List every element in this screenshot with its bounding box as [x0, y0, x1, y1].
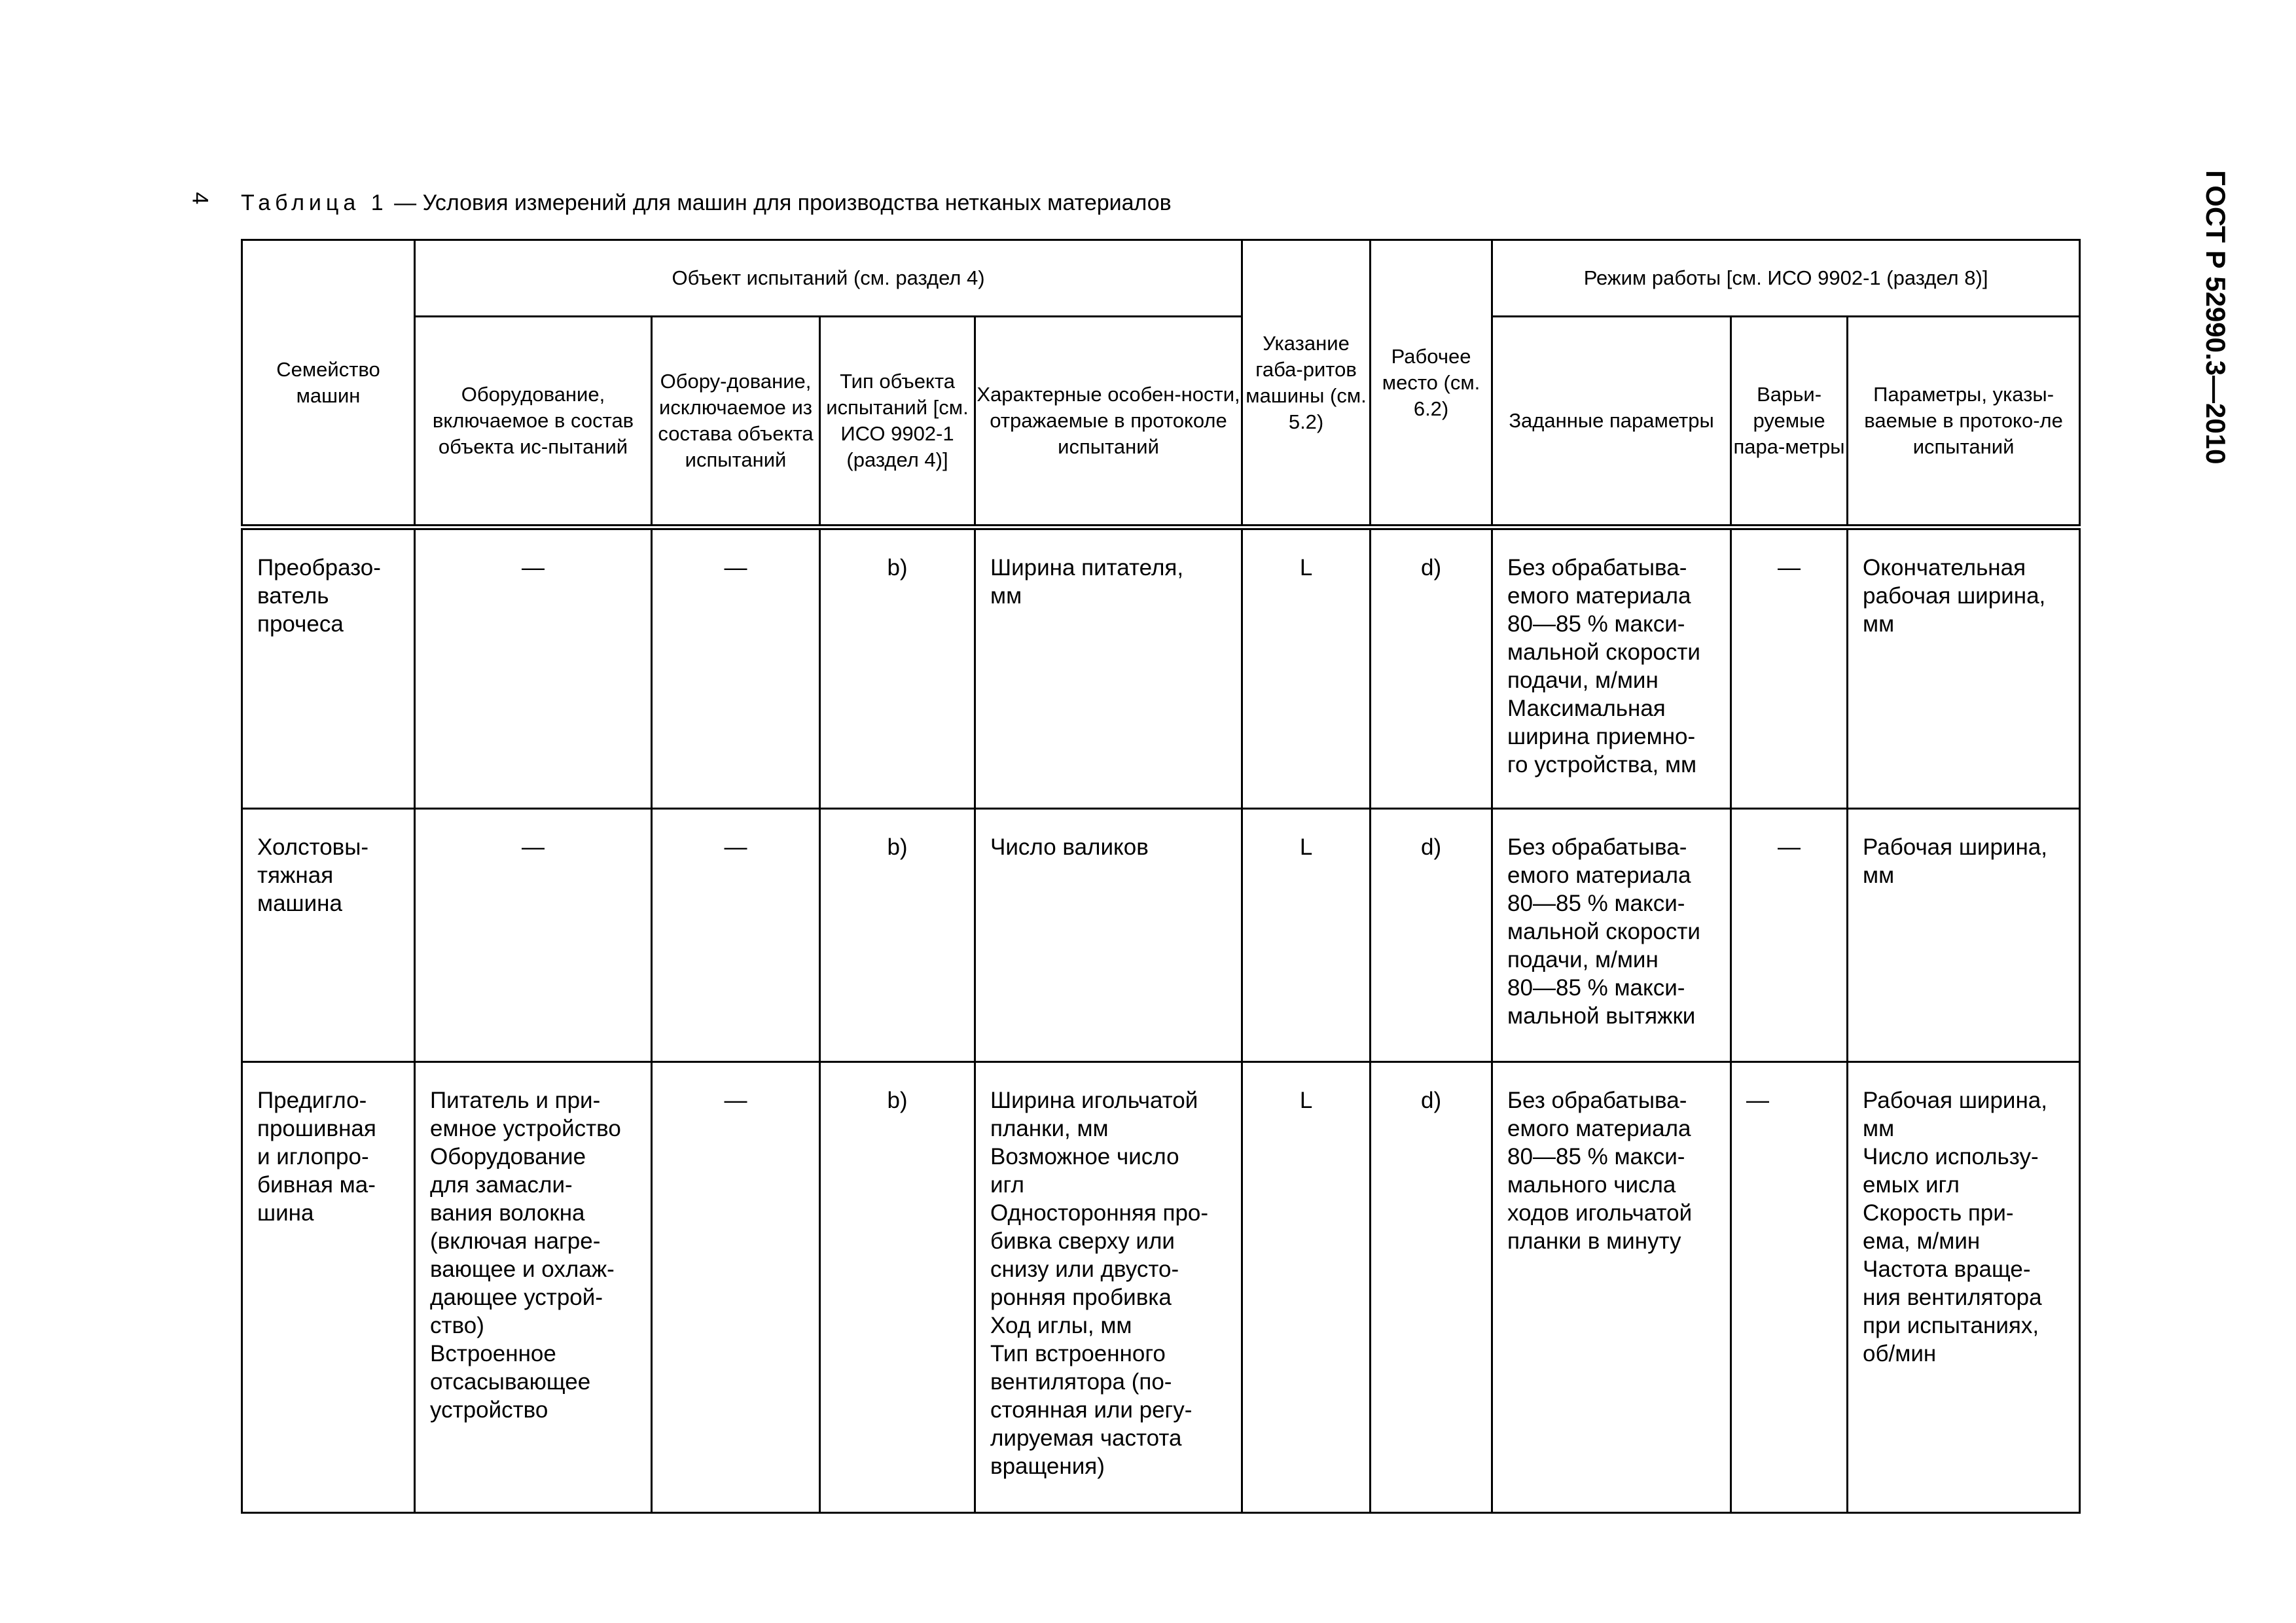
cell-line: Ширина игольчатой [990, 1088, 1198, 1113]
table-caption [241, 190, 1172, 216]
cell-line: Частота враще- [1863, 1257, 2031, 1282]
cell-line: игл [990, 1172, 1024, 1198]
cell-line: мальной скорости [1507, 639, 1700, 665]
cell-line: тяжная [257, 863, 334, 888]
cell-line: 80—85 % макси- [1507, 891, 1685, 916]
cell-report-params [1848, 527, 2080, 809]
cell-line: вания волокна [430, 1200, 585, 1226]
cell-line: Число валиков [990, 834, 1149, 860]
cell-report-params [1848, 809, 2080, 1062]
header-report-params: Параметры, указы-ваемые в протоко-ле испытаний [1848, 317, 2080, 527]
cell-line: подачи, м/мин [1507, 947, 1659, 972]
cell-line: го устройства, мм [1507, 752, 1697, 777]
cell-line: Окончательная [1863, 555, 2026, 580]
cell-family [242, 527, 415, 809]
cell-line: Холстовы- [257, 834, 369, 860]
standard-id: ГОСТ Р 52990.3—2010 [2200, 170, 2231, 465]
cell-excluded: — [652, 527, 820, 809]
cell-line: вращения) [990, 1454, 1105, 1479]
cell-features [975, 527, 1242, 809]
cell-features [975, 809, 1242, 1062]
cell-included [415, 1062, 652, 1513]
cell-object-type: b) [820, 527, 975, 809]
cell-line: мальной вытяжки [1507, 1003, 1696, 1029]
cell-line: мм [1863, 611, 1895, 637]
cell-line: ство) [430, 1313, 484, 1338]
cell-line: ходов игольчатой [1507, 1200, 1693, 1226]
cell-line: Оборудование [430, 1144, 586, 1169]
cell-line: для замасли- [430, 1172, 573, 1198]
cell-line: шина [257, 1200, 314, 1226]
cell-line: Рабочая ширина, [1863, 834, 2047, 860]
cell-excluded: — [652, 809, 820, 1062]
cell-varied-params: — [1731, 527, 1848, 809]
cell-workplace: d) [1371, 1062, 1492, 1513]
cell-line: емого материала [1507, 863, 1691, 888]
cell-family [242, 1062, 415, 1513]
cell-line: бивная ма- [257, 1172, 376, 1198]
cell-line: устройство [430, 1397, 548, 1423]
cell-line: вентилятора (по- [990, 1369, 1172, 1395]
cell-line: Без обрабатыва- [1507, 555, 1687, 580]
header-object-group: Объект испытаний (см. раздел 4) [415, 240, 1242, 317]
cell-line: ема, м/мин [1863, 1228, 1981, 1254]
cell-line: Число использу- [1863, 1144, 2039, 1169]
cell-workplace: d) [1371, 809, 1492, 1062]
cell-line: лируемая частота [990, 1425, 1182, 1451]
cell-line: ния вентилятора [1863, 1285, 2042, 1310]
cell-line: (включая нагре- [430, 1228, 601, 1254]
cell-line: мм [990, 583, 1022, 609]
table-caption-text: — Условия измерений для машин для производства нетканых материалов [394, 190, 1172, 215]
cell-object-type: b) [820, 1062, 975, 1513]
cell-line: Односторонняя про- [990, 1200, 1209, 1226]
cell-line: ватель [257, 583, 329, 609]
cell-line: емых игл [1863, 1172, 1960, 1198]
cell-line: Тип встроенного [990, 1341, 1166, 1366]
cell-line: планки в минуту [1507, 1228, 1681, 1254]
cell-line: дающее устрой- [430, 1285, 603, 1310]
cell-line: ширина приемно- [1507, 724, 1696, 749]
cell-line: мальной скорости [1507, 919, 1700, 944]
cell-included: — [415, 527, 652, 809]
cell-line: бивка сверху или [990, 1228, 1175, 1254]
cell-line: Ширина питателя, [990, 555, 1184, 580]
header-object-type: Тип объекта испытаний [см. ИСО 9902-1 (раздел 4)] [820, 317, 975, 527]
header-varied-params: Варьи-руемые пара-метры [1731, 317, 1848, 527]
header-dimensions: Указание габа-ритов машины (см. 5.2) [1242, 240, 1371, 527]
cell-line: Ход иглы, мм [990, 1313, 1132, 1338]
header-mode-group: Режим работы [см. ИСО 9902-1 (раздел 8)] [1492, 240, 2080, 317]
header-row-1 [242, 240, 2080, 317]
cell-set-params [1492, 1062, 1731, 1513]
cell-line: Возможное число [990, 1144, 1179, 1169]
cell-set-params [1492, 527, 1731, 809]
cell-dimensions: L [1242, 527, 1371, 809]
cell-line: Скорость при- [1863, 1200, 2014, 1226]
table-row [242, 527, 2080, 809]
cell-report-params [1848, 1062, 2080, 1513]
cell-line: стоянная или регу- [990, 1397, 1193, 1423]
cell-line: вающее и охлаж- [430, 1257, 615, 1282]
conditions-table [241, 239, 2081, 1514]
cell-line: Максимальная [1507, 696, 1666, 721]
page-number: 4 [187, 192, 213, 205]
header-included: Оборудование, включаемое в состав объекта ис-пытаний [415, 317, 652, 527]
cell-features [975, 1062, 1242, 1513]
header-excluded: Обору-дование, исключаемое из состава объекта испытаний [652, 317, 820, 527]
cell-line: 80—85 % макси- [1507, 975, 1685, 1001]
cell-family [242, 809, 415, 1062]
header-row-2 [242, 317, 2080, 527]
table-row [242, 1062, 2080, 1513]
cell-line: мм [1863, 1116, 1895, 1141]
header-workplace: Рабочее место (см. 6.2) [1371, 240, 1492, 527]
cell-line: при испытаниях, [1863, 1313, 2039, 1338]
cell-line: машина [257, 891, 342, 916]
cell-line: Без обрабатыва- [1507, 1088, 1687, 1113]
cell-line: рабочая ширина, [1863, 583, 2046, 609]
cell-line: прочеса [257, 611, 344, 637]
cell-line: снизу или двусто- [990, 1257, 1179, 1282]
cell-dimensions: L [1242, 1062, 1371, 1513]
table-caption-label: Таблица 1 [241, 190, 388, 215]
cell-line: емное устройство [430, 1116, 621, 1141]
cell-line: Питатель и при- [430, 1088, 601, 1113]
cell-line: и иглопро- [257, 1144, 369, 1169]
cell-excluded: — [652, 1062, 820, 1513]
header-family: Семейство машин [242, 240, 415, 527]
cell-line: отсасывающее [430, 1369, 591, 1395]
cell-workplace: d) [1371, 527, 1492, 809]
cell-set-params [1492, 809, 1731, 1062]
cell-line: Преобразо- [257, 555, 381, 580]
cell-varied-params: — [1731, 809, 1848, 1062]
cell-included: — [415, 809, 652, 1062]
table-row [242, 809, 2080, 1062]
cell-dimensions: L [1242, 809, 1371, 1062]
cell-line: Без обрабатыва- [1507, 834, 1687, 860]
cell-varied-params: — [1731, 1062, 1848, 1513]
cell-line: прошивная [257, 1116, 376, 1141]
cell-line: емого материала [1507, 1116, 1691, 1141]
cell-object-type: b) [820, 809, 975, 1062]
cell-line: 80—85 % макси- [1507, 611, 1685, 637]
cell-line: об/мин [1863, 1341, 1937, 1366]
cell-line: Рабочая ширина, [1863, 1088, 2047, 1113]
cell-line: ронняя пробивка [990, 1285, 1172, 1310]
cell-line: 80—85 % макси- [1507, 1144, 1685, 1169]
cell-line: мм [1863, 863, 1895, 888]
header-features: Характерные особен-ности, отражаемые в протоколе испытаний [975, 317, 1242, 527]
cell-line: планки, мм [990, 1116, 1109, 1141]
cell-line: емого материала [1507, 583, 1691, 609]
header-set-params: Заданные параметры [1492, 317, 1731, 527]
cell-line: Предигло- [257, 1088, 367, 1113]
cell-line: подачи, м/мин [1507, 668, 1659, 693]
cell-line: мального числа [1507, 1172, 1676, 1198]
cell-line: Встроенное [430, 1341, 556, 1366]
